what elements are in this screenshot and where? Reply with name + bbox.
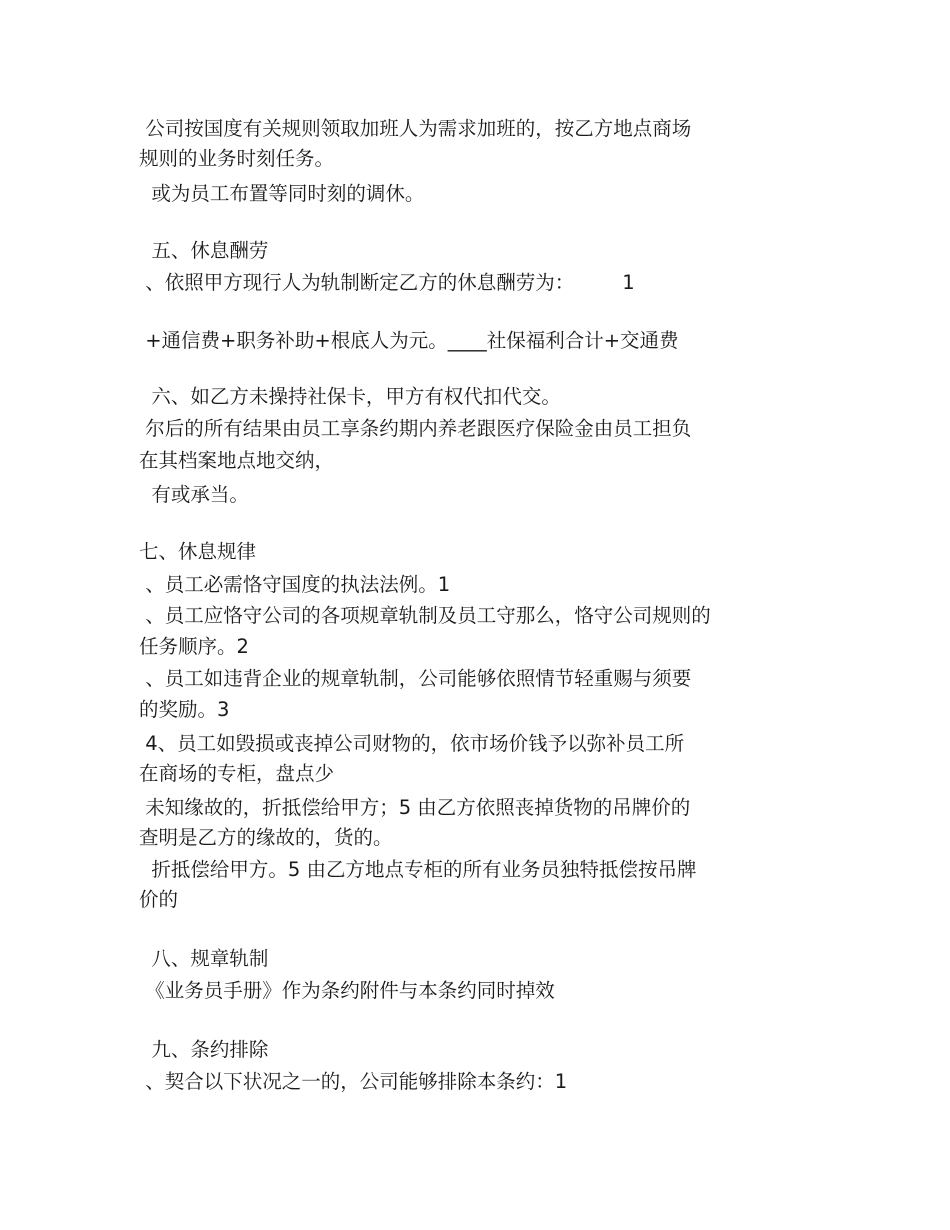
text-line <box>139 116 691 142</box>
text-line-content: 4、员工如毁损或丧掉公司财物的，依市场价钱予以弥补员工所 <box>139 732 685 755</box>
text-line-content: 在其档案地点地交纳， <box>139 449 335 472</box>
text-line-content: 五、休息酬劳 <box>139 239 269 262</box>
section-heading <box>139 384 561 410</box>
section-heading <box>139 238 268 264</box>
text-line <box>139 795 690 821</box>
text-line <box>139 448 334 474</box>
text-line-content: 九、条约排除 <box>139 1038 269 1061</box>
text-line-content: 七、休息规律 <box>139 540 257 563</box>
text-line-content: 《业务员手册》作为条约附件与本条约同时掉效 <box>139 979 555 1002</box>
text-line-content: +通信费+职务补助+根底人为元。____社保福利合计+交通费 <box>139 329 679 352</box>
text-line <box>139 761 334 787</box>
text-line-content: 六、如乙方未操持社保卡，甲方有权代扣代交。 <box>139 385 561 408</box>
text-line <box>139 328 679 354</box>
text-line-content: 在商场的专柜，盘点少 <box>139 762 335 785</box>
text-line-content: 折抵偿给甲方。5 由乙方地点专柜的所有业务员独特抵偿按吊牌 <box>139 858 697 881</box>
text-line <box>139 146 334 172</box>
text-line <box>139 857 697 883</box>
text-line <box>139 603 711 629</box>
text-line-content: 、依照甲方现行人为轨制断定乙方的休息酬劳为： <box>139 271 575 294</box>
text-line <box>139 572 450 598</box>
section-heading <box>139 1037 268 1063</box>
text-line <box>139 181 424 207</box>
text-line-content: 未知缘故的，折抵偿给甲方；5 由乙方依照丧掉货物的吊牌价的 <box>139 796 691 819</box>
text-line-content: 公司按国度有关规则领取加班人为需求加班的，按乙方地点商场 <box>139 117 692 140</box>
text-line-content: 规则的业务时刻任务。 <box>139 147 335 170</box>
text-line-content: 、员工如违背企业的规章轨制，公司能够依照情节轻重赐与须要 <box>139 667 692 690</box>
text-line <box>139 416 691 442</box>
text-line <box>139 825 393 851</box>
text-line-content: 尔后的所有结果由员工享条约期内养老跟医疗保险金由员工担负 <box>139 417 692 440</box>
text-line-content: 或为员工布置等同时刻的调休。 <box>139 182 425 205</box>
text-line <box>139 978 555 1004</box>
text-line-content: 的奖励。3 <box>139 698 230 721</box>
text-line-number: 1 <box>622 271 635 294</box>
text-line <box>139 887 178 913</box>
text-line-content: 价的 <box>139 888 179 911</box>
text-line <box>139 1069 567 1095</box>
text-line <box>139 634 249 660</box>
text-line-content: 、员工应恪守公司的各项规章轨制及员工守那么，恪守公司规则的 <box>139 604 711 627</box>
text-line <box>139 697 229 723</box>
text-line-content: 、契合以下状况之一的，公司能够排除本条约：1 <box>139 1070 568 1093</box>
text-line <box>139 270 635 296</box>
text-line-content: 有或承当。 <box>139 483 249 506</box>
text-line-content: 八、规章轨制 <box>139 947 269 970</box>
text-line-content: 任务顺序。2 <box>139 635 249 658</box>
text-line-content: 查明是乙方的缘故的，货的。 <box>139 826 393 849</box>
text-line <box>139 482 249 508</box>
section-heading <box>139 946 268 972</box>
text-line-content: 、员工必需恪守国度的执法法例。1 <box>139 573 451 596</box>
text-line <box>139 731 684 757</box>
text-line <box>139 666 691 692</box>
section-heading <box>139 539 256 565</box>
